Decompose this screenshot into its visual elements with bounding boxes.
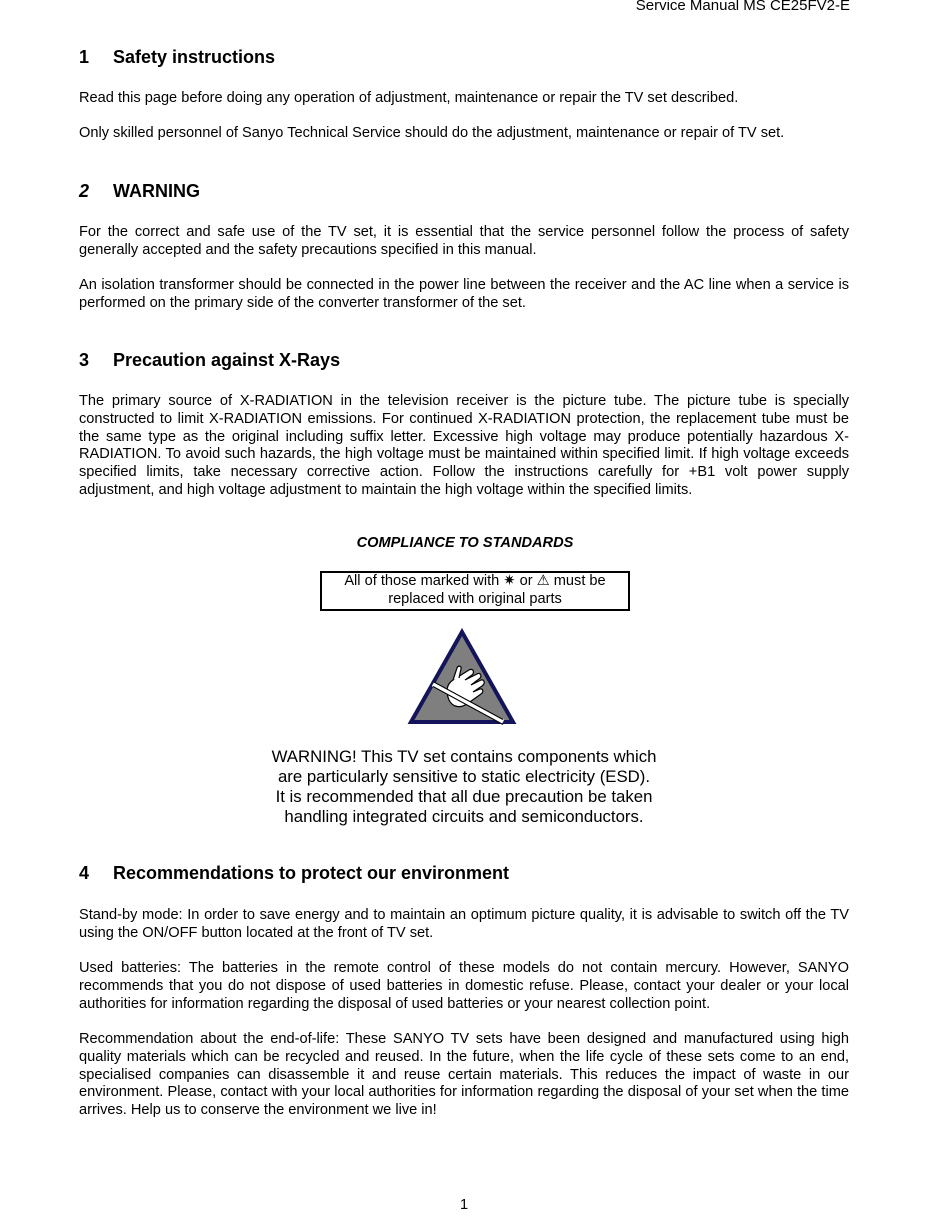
esd-warning-line: are particularly sensitive to static electricity (ESD). bbox=[277, 767, 651, 786]
paragraph: Used batteries: The batteries in the remote control of these models do not contain mercury. However, SANYO recommends that you do not dispose of used batteries in domestic refuse. Please, contact your dealer or your local authorities for information regarding the disposal of used batteries or your nearest collection point. bbox=[79, 960, 849, 1012]
paragraph: An isolation transformer should be connected in the power line between the receiver and the AC line when a service is performed on the primary side of the converter transformer of the set. bbox=[79, 277, 849, 311]
paragraph: For the correct and safe use of the TV set, it is essential that the service personnel follow the process of safety generally accepted and the safety precautions specified in this manual. bbox=[79, 224, 849, 258]
section-number: 3 bbox=[79, 350, 90, 370]
paragraph: Recommendation about the end-of-life: These SANYO TV sets have been designed and manufactured using high quality materials which can be recycled and reused. In the future, when the life cycle of these sets come to an end, specialised companies can disassemble it and reuse certain materials. This reduces the impact of waste in our environment. Please, contact with your local authorities for information regarding the disposal of your set when the time arrives. Help us to conserve the environment we live in! bbox=[79, 1031, 849, 1119]
section-title: Recommendations to protect our environment bbox=[113, 863, 510, 883]
esd-warning-line: It is recommended that all due precaution be taken bbox=[275, 787, 653, 806]
compliance-box-line: All of those marked with ✷ or ⚠ must be bbox=[344, 573, 606, 589]
section-number: 1 bbox=[79, 47, 90, 67]
paragraph: Stand-by mode: In order to save energy and to maintain an optimum picture quality, it is advisable to switch off the TV using the ON/OFF button located at the front of TV set. bbox=[79, 907, 849, 941]
section-title: WARNING bbox=[113, 181, 200, 201]
page-header: Service Manual MS CE25FV2-E bbox=[635, 0, 850, 14]
paragraph: The primary source of X-RADIATION in the television receiver is the picture tube. The picture tube is specially constructed to limit X-RADIATION emissions. For continued X-RADIATION protection, the replacement tube must be the same type as the original including suffix letter. Excessive high voltage may produce potentially hazardous X-RADIATION. To avoid such hazards, the high voltage must be maintained within specified limit. If high voltage exceeds specified limits, take necessary corrective action. Follow the instructions carefully for +B1 volt power supply adjustment, and high voltage adjustment to maintain the high voltage within the specified limits. bbox=[79, 393, 849, 498]
section-4-heading bbox=[79, 862, 509, 884]
section-title: Safety instructions bbox=[113, 47, 276, 67]
compliance-box-line: replaced with original parts bbox=[388, 590, 562, 607]
esd-warning-text bbox=[0, 747, 928, 827]
section-number: 2 bbox=[79, 181, 90, 201]
compliance-title: COMPLIANCE TO STANDARDS bbox=[356, 535, 574, 551]
paragraph: Only skilled personnel of Sanyo Technical Service should do the adjustment, maintenance or repair of TV set. bbox=[79, 125, 785, 141]
compliance-box bbox=[320, 571, 630, 611]
paragraph: Read this page before doing any operation of adjustment, maintenance or repair the TV set described. bbox=[79, 90, 739, 106]
esd-warning-line: WARNING! This TV set contains components which bbox=[271, 747, 657, 766]
esd-warning-icon bbox=[407, 628, 517, 726]
section-1-heading bbox=[79, 46, 275, 68]
section-title: Precaution against X-Rays bbox=[113, 350, 341, 370]
section-number: 4 bbox=[79, 863, 90, 883]
page-number: 1 bbox=[459, 1197, 469, 1213]
esd-warning-line: handling integrated circuits and semiconductors. bbox=[284, 807, 644, 826]
section-2-heading bbox=[79, 180, 200, 202]
section-3-heading bbox=[79, 349, 340, 371]
